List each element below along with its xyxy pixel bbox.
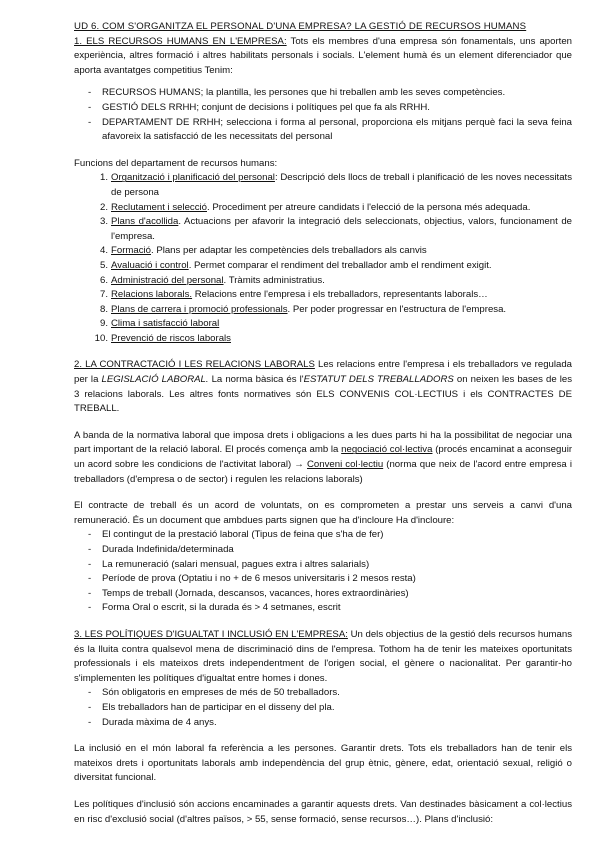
list-item (74, 288, 572, 303)
functions-title: Funcions del departament de recursos humans: (74, 157, 278, 169)
list-item (74, 259, 572, 274)
item-number: 6. (99, 274, 108, 286)
item-term: Relacions laborals. (111, 289, 193, 301)
text-run: A banda de la normativa laboral que imposa drets i obligacions a les dues parts hi ha la possibilitat de negociar una part important de la relació laboral. El procés comença amb la (74, 429, 572, 456)
section-1-intro-text: Tots els membres d'una empresa són fonamentals, uns aporten experiència, altres formació i altres habilitats personals i socials. L'element humà és un element diferenciador que aporta avantatges competitius Tenim: (74, 35, 573, 76)
text-run: ESTATUT DELS TREBALLADORS (303, 374, 454, 386)
item-term: Reclutament i selecció (111, 201, 207, 213)
text-run: LEGISLACIÓ LABORAL. (101, 374, 209, 386)
list-item (74, 317, 572, 332)
list-item: - Durada Indefinida/determinada (74, 543, 572, 558)
text-run: Conveni col·lectiu (307, 459, 384, 471)
text-run: (norma que neix de l'acord entre empresa i treballadors (d'empresa o de sector) i regulen les relacions laborals) (74, 459, 572, 485)
section-1-bullet-list (74, 86, 572, 144)
item-number: 1. (99, 172, 108, 184)
item-term: Avaluació i control (111, 259, 189, 271)
item-description: . Per poder progressar en l'estructura de l'empresa. (287, 303, 507, 315)
section-2-heading: 2. LA CONTRACTACIÓ I LES RELACIONS LABORALS (74, 359, 315, 371)
text-run: on neixen les bases de les 3 relacions laborals. Les altres fonts normatives són ELS CONVENIS COL·LECTIUS i els CONTRACTES DE TREBALL. (74, 374, 572, 415)
item-number: 2. (99, 201, 108, 213)
item-number: 8. (99, 303, 108, 315)
list-item (74, 201, 572, 216)
text-run: Un dels objectius de la gestió dels recursos humans és la lluita contra qualsevol mena de discriminació dins de l'empresa. Tothom ha de tenir les mateixes oportunitats professionals i els mateixos drets independentment de l'origen social, el gènere o nacionalitat. Per garantir-ho s'implementen les polítiques d'igualtat entre homes i dones. (74, 628, 572, 684)
list-item (74, 303, 572, 318)
text-run: negociació col·lectiva (341, 444, 433, 456)
contract-paragraph: El contracte de treball és un acord de voluntats, on es comprometen a prestar uns serveis a canvi d'una remuneració. És un document que ambdues parts signen que ha d'incloure Ha d'incloure: (74, 500, 572, 526)
item-term: Prevenció de riscos laborals (111, 332, 231, 344)
list-item: - GESTIÓ DELS RRHH; conjunt de decisions i polítiques pel que fa als RRHH. (74, 101, 572, 116)
item-term: Plans d'acollida (111, 216, 179, 228)
item-description: . Plans per adaptar les competències dels treballadors als canvis (150, 245, 427, 257)
inclusion-paragraph: La inclusió en el món laboral fa referència a les persones. Garantir drets. Tots els treballadors han de tenir els mateixos drets i oportunitats laborals amb independència del grup ètnic, gènere, edat, orientació sexual, religió o diversitat funcional. (74, 743, 572, 784)
item-description: . Actuacions per afavorir la integració dels seleccionats, objectius, valors, funcionament de l'empresa. (111, 216, 573, 242)
item-term: Organització i planificació del personal (111, 172, 275, 184)
item-number: 9. (99, 318, 108, 330)
document-page (74, 20, 572, 827)
item-description: Relacions entre l'empresa i els treballadors, representants laborals… (192, 289, 488, 301)
list-item: - DEPARTAMENT DE RRHH; selecciona i forma al personal, proporciona els mitjans perquè faci la seva feina afavoreix la satisfacció de les necessitats del personal (74, 116, 572, 145)
list-item: - Durada màxima de 4 anys. (74, 716, 572, 731)
negotiation-paragraph (74, 429, 572, 487)
item-description: : Descripció dels llocs de treball i planificació de les noves necessitats de persona (111, 172, 573, 198)
list-item (74, 171, 572, 200)
list-item: - Els treballadors han de participar en el disseny del pla. (74, 701, 572, 716)
list-item (74, 274, 572, 289)
item-term: Formació (111, 245, 151, 257)
list-item: - La remuneració (salari mensual, pagues extra i altres salarials) (74, 558, 572, 573)
list-item: - RECURSOS HUMANS; la plantilla, les persones que hi treballen amb les seves competències. (74, 86, 572, 101)
section-2-intro (74, 358, 572, 416)
inclusion-policies-paragraph: Les polítiques d'inclusió són accions encaminades a garantir aquests drets. Van destinades bàsicament a col·lectius en risc d'exclusió social (d'altres països, > 55, sense formació, sense recursos…). Plans d'inclusió: (74, 798, 572, 825)
item-number: 5. (99, 259, 108, 271)
contract-bullet-list (74, 528, 572, 616)
equality-bullet-list (74, 686, 572, 730)
section-3-intro (74, 628, 572, 686)
section-1-heading: 1. ELS RECURSOS HUMANS EN L'EMPRESA: (74, 35, 287, 47)
item-term: Administració del personal (111, 274, 224, 286)
item-term: Clima i satisfacció laboral (111, 318, 220, 330)
section-1-intro (74, 35, 572, 79)
item-description: . Procediment per atreure candidats i l'elecció de la persona més adequada. (206, 201, 531, 213)
list-item (74, 244, 572, 259)
item-description: . Tràmits administratius. (223, 274, 325, 286)
list-item: - Període de prova (Optatiu i no + de 6 mesos universitaris i 2 mesos resta) (74, 572, 572, 587)
list-item: - El contingut de la prestació laboral (Tipus de feina que s'ha de fer) (74, 528, 572, 543)
text-run: (procés encaminat a aconseguir un acord sobre les condicions de l'activitat laboral) → (74, 444, 573, 471)
item-number: 7. (99, 289, 108, 301)
section-3-heading: 3. LES POLÍTIQUES D'IGUALTAT I INCLUSIÓ EN L'EMPRESA: (74, 628, 348, 640)
item-description: . Permet comparar el rendiment del treballador amb el rendiment exigit. (188, 259, 492, 271)
item-term: Plans de carrera i promoció professionals (111, 303, 288, 315)
list-item (74, 215, 572, 244)
functions-list (74, 171, 572, 346)
item-number: 4. (99, 245, 108, 257)
list-item (74, 332, 572, 347)
list-item: - Forma Oral o escrit, si la durada és > 4 setmanes, escrit (74, 601, 572, 616)
item-number: 3. (99, 216, 108, 228)
text-run: La norma bàsica és l' (208, 374, 304, 386)
list-item: - Són obligatoris en empreses de més de 50 treballadors. (74, 686, 572, 701)
item-number: 10. (94, 332, 108, 344)
list-item: - Temps de treball (Jornada, descansos, vacances, hores extraordinàries) (74, 587, 572, 602)
document-title: UD 6. COM S'ORGANITZA EL PERSONAL D'UNA EMPRESA? LA GESTIÓ DE RECURSOS HUMANS (74, 21, 527, 32)
text-run: Les relacions entre l'empresa i els treballadors ve regulada per la (74, 359, 572, 386)
